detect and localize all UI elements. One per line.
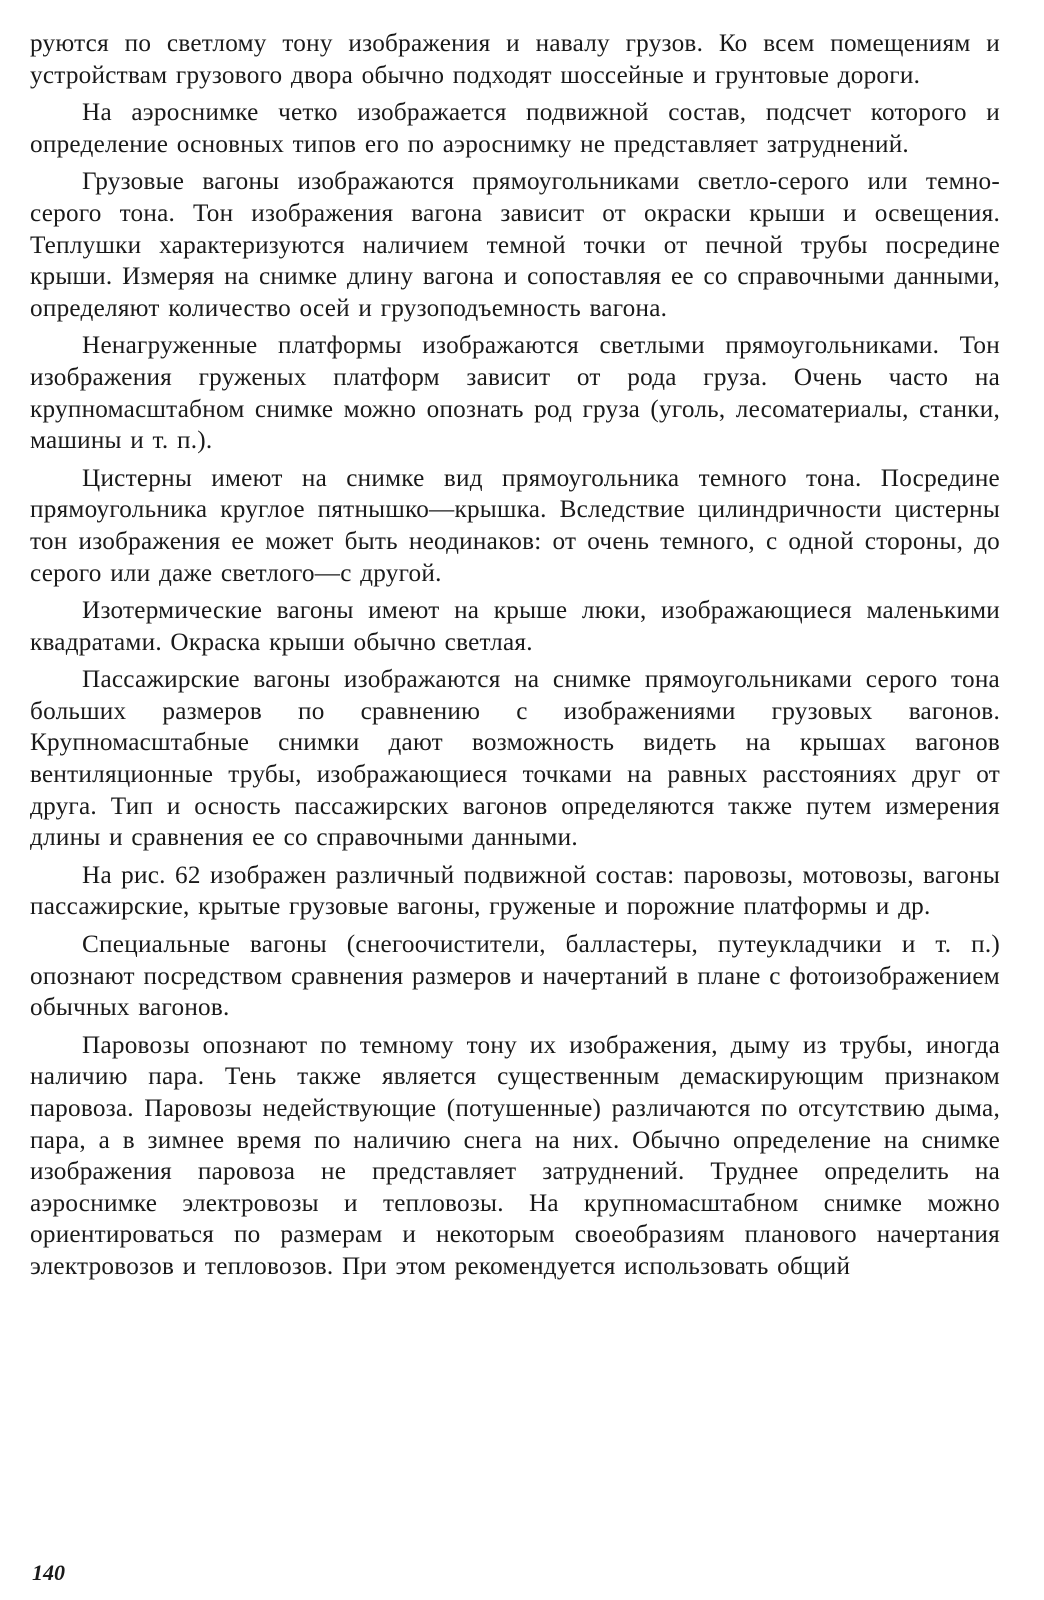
paragraph-continuation: руются по светлому тону изображения и навалу грузов. Ко всем помещениям и устройствам грузового двора обычно подходят шоссейные и грунтовые дороги. (30, 30, 1000, 89)
paragraph-isothermal-cars: Изотермические вагоны имеют на крыше люки, изображающиеся маленькими квадратами. Окраска крыши обычно светлая. (30, 597, 1000, 656)
paragraph-rolling-stock: На аэроснимке четко изображается подвижной состав, подсчет которого и определение основных типов его по аэроснимку не представляет затруднений. (30, 99, 1000, 158)
paragraph-tank-cars: Цистерны имеют на снимке вид прямоугольника темного тона. Посредине прямоугольника круглое пятнышко—крышка. Вследствие цилиндричности цистерны тон изображения ее может быть неодинаков: от очень темного, с одной стороны, до серого или даже светлого—с другой. (30, 464, 1000, 587)
paragraph-figure-reference: На рис. 62 изображен различный подвижной состав: паровозы, мотовозы, вагоны пассажирские, крытые грузовые вагоны, груженые и порожние платформы и др. (30, 861, 1000, 921)
paragraph-special-cars: Специальные вагоны (снегоочистители, балластеры, путеукладчики и т. п.) опознают посредством сравнения размеров и начертаний в плане с фотоизображением обычных вагонов. (30, 931, 1000, 1022)
paragraph-locomotives: Паровозы опознают по темному тону их изображения, дыму из трубы, иногда наличию пара. Тень также является существенным демаскирующим признаком паровоза. Паровозы недействующие (потушенные) различаются по отсутствию дыма, пара, а в зимнее время по наличию снега на них. Обычно определение на снимке изображения паровоза не представляет затруднений. Труднее определить на аэроснимке электровозы и тепловозы. На крупномасштабном снимке можно ориентироваться по размерам и некоторым своеобразиям планового начертания электровозов и тепловозов. При этом рекомендуется использовать общий (30, 1031, 1000, 1280)
page-body (30, 28, 1000, 1289)
paragraph-passenger-cars: Пассажирские вагоны изображаются на снимке прямоугольниками серого тона больших размеров по сравнению с изображениями грузовых вагонов. Крупномасштабные снимки дают возможность видеть на крышах вагонов вентиляционные трубы, изображающиеся точками на равных расстояниях друг от друга. Тип и осность пассажирских вагонов определяются также путем измерения длины и сравнения ее со справочными данными. (30, 666, 1000, 852)
page-number: 140 (32, 1560, 65, 1585)
paragraph-freight-cars: Грузовые вагоны изображаются прямоугольниками светло-серого или темно-серого тона. Тон изображения вагона зависит от окраски крыши и освещения. Теплушки характеризуются наличием темной точки от печной трубы посредине крыши. Измеряя на снимке длину вагона и сопоставляя ее со справочными данными, определяют количество осей и грузоподъемность вагона. (30, 168, 1000, 322)
paragraph-platforms: Ненагруженные платформы изображаются светлыми прямоугольниками. Тон изображения груженых платформ зависит от рода груза. Очень часто на крупномасштабном снимке можно опознать род груза (уголь, лесоматериалы, станки, машины и т. п.). (30, 332, 1000, 455)
